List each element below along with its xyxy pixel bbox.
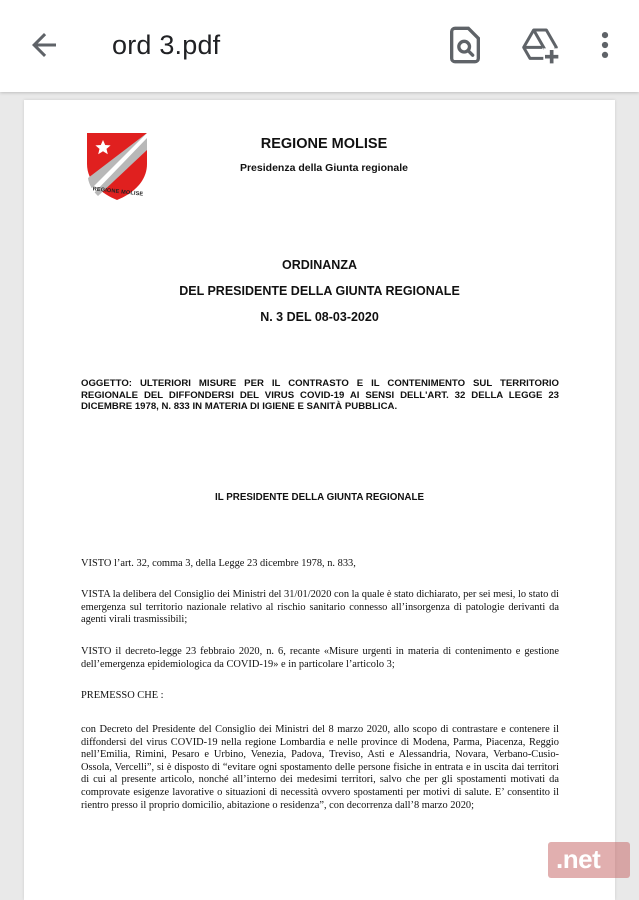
paragraph-visto-art32: VISTO l’art. 32, comma 3, della Legge 23 dicembre 1978, n. 833, — [81, 558, 356, 569]
paragraph-premesso: PREMESSO CHE : — [81, 690, 164, 701]
document-title: ord 3.pdf — [112, 30, 221, 60]
paragraph-decreto-presidente: con Decreto del Presidente del Consiglio dei Ministri del 8 marzo 2020, allo scopo di contrastare e contenere il diffondersi del virus COVID-19 nella regione Lombardia e nelle province di Modena, Parma, Piacenza, Reggio nell’Emilia, Rimini, Pesaro e Urbino, Venezia, Padova, Treviso, Asti e Alessandria, Novara, Verbano-Cusio-Ossola, Vercelli”, si è disposto di “evitare ogni spostamento delle persone fisiche in entrata e in uscita dai territori di cui al presente articolo, nonché all’interno dei medesimi territori, salvo che per gli spostamenti motivati da comprovate esigenze lavorative o situazioni di necessità ovvero spostamenti per motivi di salute. E’ consentito il rientro presso il proprio domicilio, abitazione o residenza”, con decorrenza dall’8 marzo 2020; — [81, 724, 559, 811]
add-to-drive-icon[interactable] — [520, 25, 560, 65]
more-vert-icon[interactable] — [588, 25, 622, 65]
search-document-icon[interactable] — [445, 25, 485, 65]
pdf-page — [24, 100, 615, 900]
paragraph-vista-delibera: VISTA la delibera del Consiglio dei Ministri del 31/01/2020 con la quale è stato dichiarato, per sei mesi, lo stato di emergenza sul territorio nazionale relativo al rischio sanitario connesso all’insorgenza di patologie derivanti da agenti virali trasmissibili; — [81, 589, 559, 626]
watermark-text: .net — [556, 844, 601, 874]
paragraph-visto-decreto: VISTO il decreto-legge 23 febbraio 2020, n. 6, recante «Misure urgenti in materia di contenimento e gestione dell’emergenza epidemiologica da COVID-19» e in particolare l’articolo 3; — [81, 646, 559, 670]
ordinance-issuer: DEL PRESIDENTE DELLA GIUNTA REGIONALE — [179, 284, 460, 298]
back-arrow-icon[interactable] — [26, 27, 62, 63]
president-heading: IL PRESIDENTE DELLA GIUNTA REGIONALE — [214, 492, 424, 503]
ordinance-number: N. 3 DEL 08-03-2020 — [260, 310, 379, 324]
crest-caption: REGIONE MOLISE — [92, 186, 144, 198]
site-watermark — [548, 842, 630, 878]
app-bar — [0, 0, 639, 92]
region-title: REGIONE MOLISE — [260, 136, 388, 152]
ordinance-heading: ORDINANZA — [282, 258, 357, 272]
presidency-subtitle: Presidenza della Giunta regionale — [239, 162, 409, 174]
subject-text: OGGETTO: ULTERIORI MISURE PER IL CONTRASTO E IL CONTENIMENTO SUL TERRITORIO REGIONALE DEL DIFFONDERSI DEL VIRUS COVID-19 AI SENSI DELL'ART. 32 DELLA LEGGE 23 DICEMBRE 1978, N. 833 IN MATERIA DI IGIENE E SANITÀ PUBBLICA. — [81, 378, 559, 412]
